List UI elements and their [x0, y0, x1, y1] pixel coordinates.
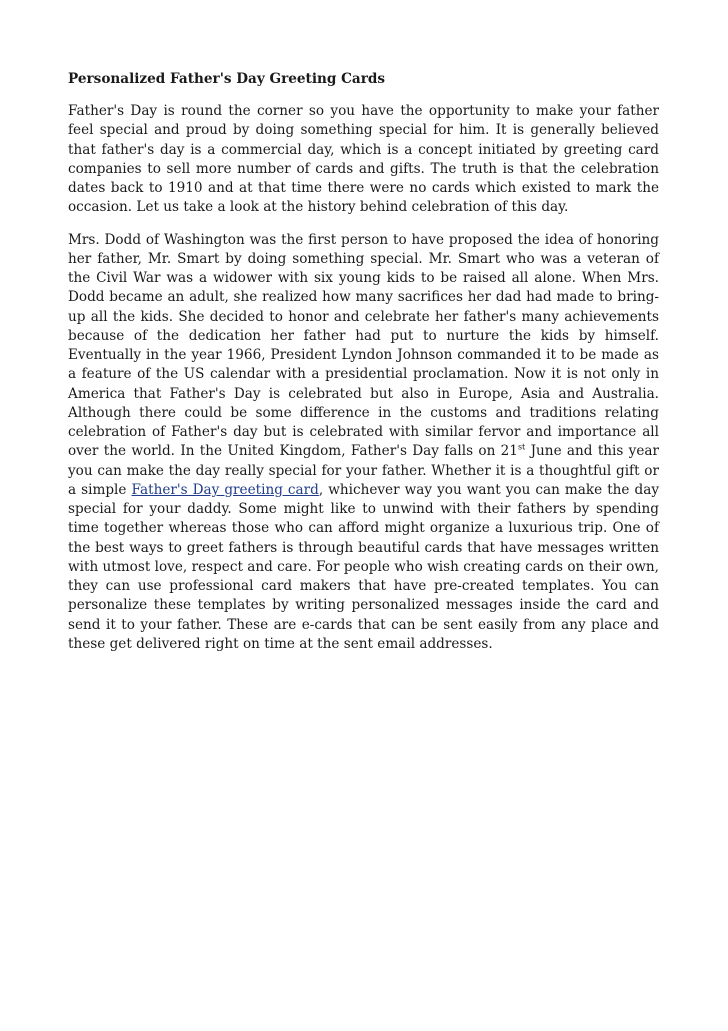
document-title: Personalized Father's Day Greeting Cards	[68, 71, 386, 87]
paragraph-intro	[68, 102, 659, 218]
document-page	[68, 70, 659, 667]
greeting-card-link[interactable]: Father's Day greeting card	[131, 481, 319, 498]
paragraph-history-text-2: June and this year you can make the day really special for your father. Whether it is a thoughtful gift or a simple	[68, 443, 660, 498]
paragraph-history-text-1: Mrs. Dodd of Washington was the first person to have proposed the idea of honoring her father, Mr. Smart by doing something special. Mr. Smart who was a veteran of the Civil War was a widower with six young kids to be raised all alone. When Mrs. Dodd became an adult, she realized how many sacrifices her dad had made to bring-up all the kids. She decided to honor and celebrate her father's many achievements because of the dedication her father had put to nurture the kids by himself. Eventually in the year 1966, President Lyndon Johnson commanded it to be made as a feature of the US calendar with a presidential proclamation. Now it is not only in America that Father's Day is celebrated but also in Europe, Asia and Australia. Although there could be some difference in the customs and traditions relating celebration of Father's day but is celebrated with similar fervor and importance all over the world. In the United Kingdom, Father's Day falls on 21	[68, 231, 659, 460]
paragraph-intro-text: Father's Day is round the corner so you have the opportunity to make your father feel special and proud by doing something special for him. It is generally believed that father's day is a commercial day, which is a concept initiated by greeting card companies to sell more number of cards and gifts. The truth is that the celebration dates back to 1910 and at that time there were no cards which existed to mark the occasion. Let us take a look at the history behind celebration of this day.	[68, 103, 659, 216]
ordinal-suffix: st	[517, 442, 526, 452]
paragraph-history-text-3: , whichever way you want you can make the day special for your daddy. Some might like to unwind with their fathers by spending time together whereas those who can afford might organize a luxurious trip. One of the best ways to greet fathers is through beautiful cards that have messages written with utmost love, respect and care. For people who wish creating cards on their own, they can use professional card makers that have pre-created templates. You can personalize these templates by writing personalized messages inside the card and send it to your father. These are e-cards that can be sent easily from any place and these get delivered right on time at the sent email addresses.	[68, 481, 659, 652]
paragraph-history	[68, 231, 659, 655]
